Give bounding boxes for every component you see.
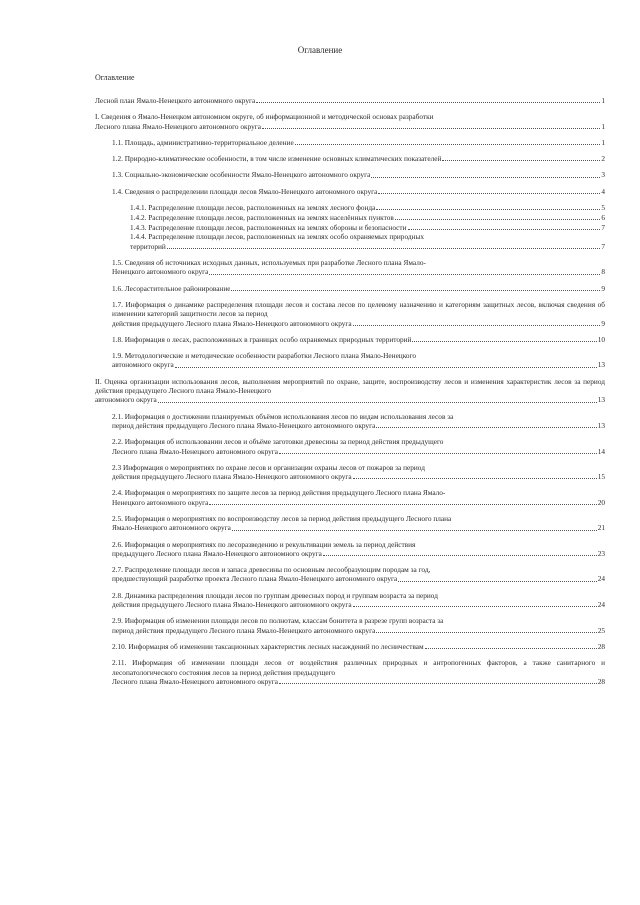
toc-entry[interactable] — [95, 112, 605, 131]
toc-entry-lead: 2.9. Информация об изменении площади лесов по полнотам, классам бонитета в разрезе групп возраста за — [112, 616, 444, 626]
toc-entry-title: 1.4.3. Распределение площади лесов, расположенных на землях обороны и безопасности — [130, 222, 407, 232]
toc-page-number: 3 — [601, 170, 605, 180]
dot-leader — [395, 219, 601, 220]
toc-entry[interactable] — [95, 377, 605, 405]
toc-entry[interactable] — [112, 565, 605, 584]
toc-page-number: 28 — [597, 676, 605, 686]
toc-entry[interactable] — [130, 203, 605, 212]
dot-leader — [295, 144, 601, 145]
toc-entry-lead: 2.5. Информация о мероприятиях по воспроизводству лесов за период действия предыдущего Лесного плана — [112, 514, 452, 523]
toc-entry-lead: 1.5. Сведения об источниках исходных данных, используемых при разработке Лесного плана Ямало- — [112, 258, 426, 268]
toc-page-number: 1 — [601, 121, 605, 131]
toc-page-number: 10 — [597, 334, 605, 344]
toc-page-number: 15 — [597, 472, 605, 482]
toc-entry[interactable] — [112, 187, 605, 196]
toc-page-number: 6 — [601, 212, 605, 222]
toc-entry-title: Лесной план Ямало-Ненецкого автономного округа — [95, 96, 256, 105]
toc-entry[interactable] — [112, 616, 605, 635]
dot-leader — [158, 402, 597, 403]
toc-entry-title: 1.1. Площадь, административно-территориальное деление — [112, 137, 294, 147]
dot-leader — [378, 193, 600, 194]
dot-leader — [442, 160, 600, 161]
dot-leader — [376, 209, 600, 210]
toc-entry[interactable] — [112, 138, 605, 147]
toc-entry-lead: 2.11. Информация об изменении площади лесов от воздействия различных природных и антропогенных факторов, а также санитарного и лесопатологического состояния лесов за период действия предыдущего — [112, 658, 605, 677]
toc-entry-lead: 2.4. Информация о мероприятиях по защите лесов за период действия предыдущего Лесного плана Ямало- — [112, 488, 446, 498]
dot-leader — [262, 128, 600, 129]
toc-entry-lead: 2.3 Информация о мероприятиях по охране лесов и организации охраны лесов от пожаров за период — [112, 462, 425, 472]
toc-entry[interactable] — [112, 412, 605, 431]
toc-entry[interactable] — [112, 514, 605, 533]
dot-leader — [408, 229, 601, 230]
toc-entry-title: предшествующий разработке проекта Лесного плана Ямало-Ненецкого автономного округа — [112, 574, 398, 584]
toc-entry[interactable] — [95, 96, 605, 105]
toc-entry[interactable] — [112, 284, 605, 293]
table-of-contents — [95, 96, 605, 693]
toc-entry-title: 2.10. Информация об изменении таксационных характеристик лесных насаждений по лесничествам — [112, 641, 424, 651]
toc-page-number: 28 — [597, 641, 605, 651]
toc-page-number: 20 — [597, 497, 605, 507]
toc-page-number: 2 — [601, 154, 605, 164]
dot-leader — [425, 648, 597, 649]
toc-entry-title: 1.2. Природно-климатические особенности, в том числе изменение основных климатических показателей — [112, 154, 442, 164]
toc-entry-title: Ненецкого автономного округа — [112, 267, 209, 277]
toc-entry[interactable] — [112, 300, 605, 328]
dot-leader — [353, 325, 601, 326]
toc-entry[interactable] — [130, 223, 605, 232]
toc-page-number: 14 — [597, 446, 605, 456]
toc-page-number: 21 — [597, 523, 605, 533]
toc-heading: Оглавление — [95, 73, 135, 82]
dot-leader — [175, 367, 597, 368]
toc-entry-title: Ненецкого автономного округа — [112, 497, 209, 507]
toc-entry-title: 1.6. Лесорастительное районирование — [112, 283, 231, 293]
dot-leader — [209, 274, 600, 275]
toc-entry-title: автономного округа — [95, 395, 157, 405]
toc-entry-title: территорий — [130, 241, 166, 251]
toc-entry[interactable] — [112, 540, 605, 559]
toc-entry-title: 1.8. Информация о лесах, расположенных в границах особо охраняемых природных территорий — [112, 334, 412, 344]
toc-page-number: 4 — [601, 186, 605, 196]
toc-entry-lead: 2.8. Динамика распределения площади лесов по группам древесных пород и группам возраста за период — [112, 590, 438, 600]
toc-entry-title: автономного округа — [112, 360, 174, 370]
toc-entry-title: Лесного плана Ямало-Ненецкого автономного округа — [112, 446, 279, 456]
toc-entry-title: 1.4. Сведения о распределении площади лесов Ямало-Ненецкого автономного округа — [112, 186, 378, 196]
dot-leader — [231, 290, 600, 291]
toc-entry-lead: I. Сведения о Ямало-Ненецком автономном округе, об информационной и методической основах разработки — [95, 112, 434, 122]
toc-entry-title: период действия предыдущего Лесного плана Ямало-Ненецкого автономного округа — [112, 420, 376, 430]
toc-entry[interactable] — [112, 351, 605, 370]
toc-page-number: 7 — [601, 222, 605, 232]
dot-leader — [376, 427, 596, 428]
dot-leader — [256, 102, 600, 103]
dot-leader — [167, 248, 601, 249]
toc-entry-title: 1.4.2. Распределение площади лесов, расположенных на землях населённых пунктов — [130, 212, 394, 222]
toc-page-number: 1 — [601, 96, 605, 105]
dot-leader — [209, 504, 596, 505]
toc-entry-lead: 2.2. Информация об использовании лесов и объёме заготовки древесины за период действия предыдущего — [112, 437, 444, 447]
toc-entry-title: период действия предыдущего Лесного плана Ямало-Ненецкого автономного округа — [112, 625, 376, 635]
dot-leader — [371, 177, 600, 178]
toc-page-number: 13 — [597, 395, 605, 405]
toc-entry-lead: 2.1. Информация о достижении планируемых объёмов использования лесов по видам использования лесов за — [112, 411, 454, 421]
dot-leader — [323, 555, 597, 556]
toc-entry[interactable] — [112, 335, 605, 344]
dot-leader — [376, 632, 596, 633]
toc-page-number: 7 — [601, 241, 605, 251]
toc-entry-lead: II. Оценка организации использования лесов, выполнения мероприятий по охране, защите, воспроизводству лесов и изменения характеристик лесов за период действия предыдущего Лесного плана Ямало-Ненецкого — [95, 376, 605, 396]
toc-entry[interactable] — [112, 154, 605, 163]
toc-entry-title: действия предыдущего Лесного плана Ямало-Ненецкого автономного округа — [112, 472, 352, 482]
toc-page-number: 13 — [597, 360, 605, 370]
toc-entry-lead: 2.6. Информация о мероприятиях по лесоразведению и рекультивации земель за период действия — [112, 539, 416, 549]
toc-page-number: 25 — [597, 625, 605, 635]
toc-entry[interactable] — [112, 591, 605, 610]
toc-entry[interactable] — [130, 213, 605, 222]
toc-entry[interactable] — [112, 642, 605, 651]
toc-page-number: 9 — [601, 318, 605, 328]
toc-entry[interactable] — [112, 170, 605, 179]
toc-entry[interactable] — [112, 258, 605, 277]
toc-entry-title: Ямало-Ненецкого автономного округа — [112, 523, 231, 533]
toc-entry-title: 1.4.1. Распределение площади лесов, расположенных на землях лесного фонда — [130, 203, 376, 213]
toc-entry-title: предыдущего Лесного плана Ямало-Ненецкого автономного округа — [112, 548, 322, 558]
toc-entry-lead: 2.7. Распределение площади лесов и запаса древесины по основным лесообразующим породам за год, — [112, 565, 431, 575]
dot-leader — [412, 341, 596, 342]
toc-page-number: 1 — [601, 137, 605, 147]
toc-entry-lead: 1.7. Информация о динамике распределения площади лесов и состава лесов по целевому назначению и категориям защитных лесов, включая сведения об изменении категорий защитности лесов за период — [112, 299, 605, 319]
toc-entry[interactable] — [112, 437, 605, 456]
dot-leader — [279, 683, 597, 684]
toc-entry-title: 1.3. Социально-экономические особенности Ямало-Ненецкого автономного округа — [112, 170, 371, 180]
toc-entry-lead: 1.4.4. Распределение площади лесов, расположенных на землях особо охраняемых природных — [130, 232, 425, 242]
dot-leader — [353, 478, 597, 479]
dot-leader — [398, 581, 596, 582]
dot-leader — [279, 453, 597, 454]
toc-page-number: 23 — [597, 548, 605, 558]
toc-entry[interactable] — [112, 488, 605, 507]
toc-page-number: 24 — [597, 600, 605, 610]
toc-entry-title: действия предыдущего Лесного плана Ямало-Ненецкого автономного округа — [112, 600, 352, 610]
toc-entry-lead: 1.9. Методологические и методические особенности разработки Лесного плана Ямало-Ненецкого — [112, 351, 416, 361]
toc-entry-title: Лесного плана Ямало-Ненецкого автономного округа — [95, 121, 262, 131]
page-title: Оглавление — [297, 45, 343, 55]
toc-page-number: 8 — [601, 267, 605, 277]
toc-page-number: 5 — [601, 203, 605, 213]
toc-entry-title: Лесного плана Ямало-Ненецкого автономного округа — [112, 676, 279, 686]
toc-entry[interactable] — [112, 658, 605, 686]
toc-entry-title: действия предыдущего Лесного плана Ямало-Ненецкого автономного округа — [112, 318, 352, 328]
dot-leader — [353, 606, 597, 607]
dot-leader — [232, 530, 597, 531]
toc-page-number: 24 — [597, 574, 605, 584]
toc-entry[interactable] — [130, 232, 605, 251]
toc-page-number: 9 — [601, 283, 605, 293]
toc-entry[interactable] — [112, 463, 605, 482]
toc-page-number: 13 — [597, 420, 605, 430]
